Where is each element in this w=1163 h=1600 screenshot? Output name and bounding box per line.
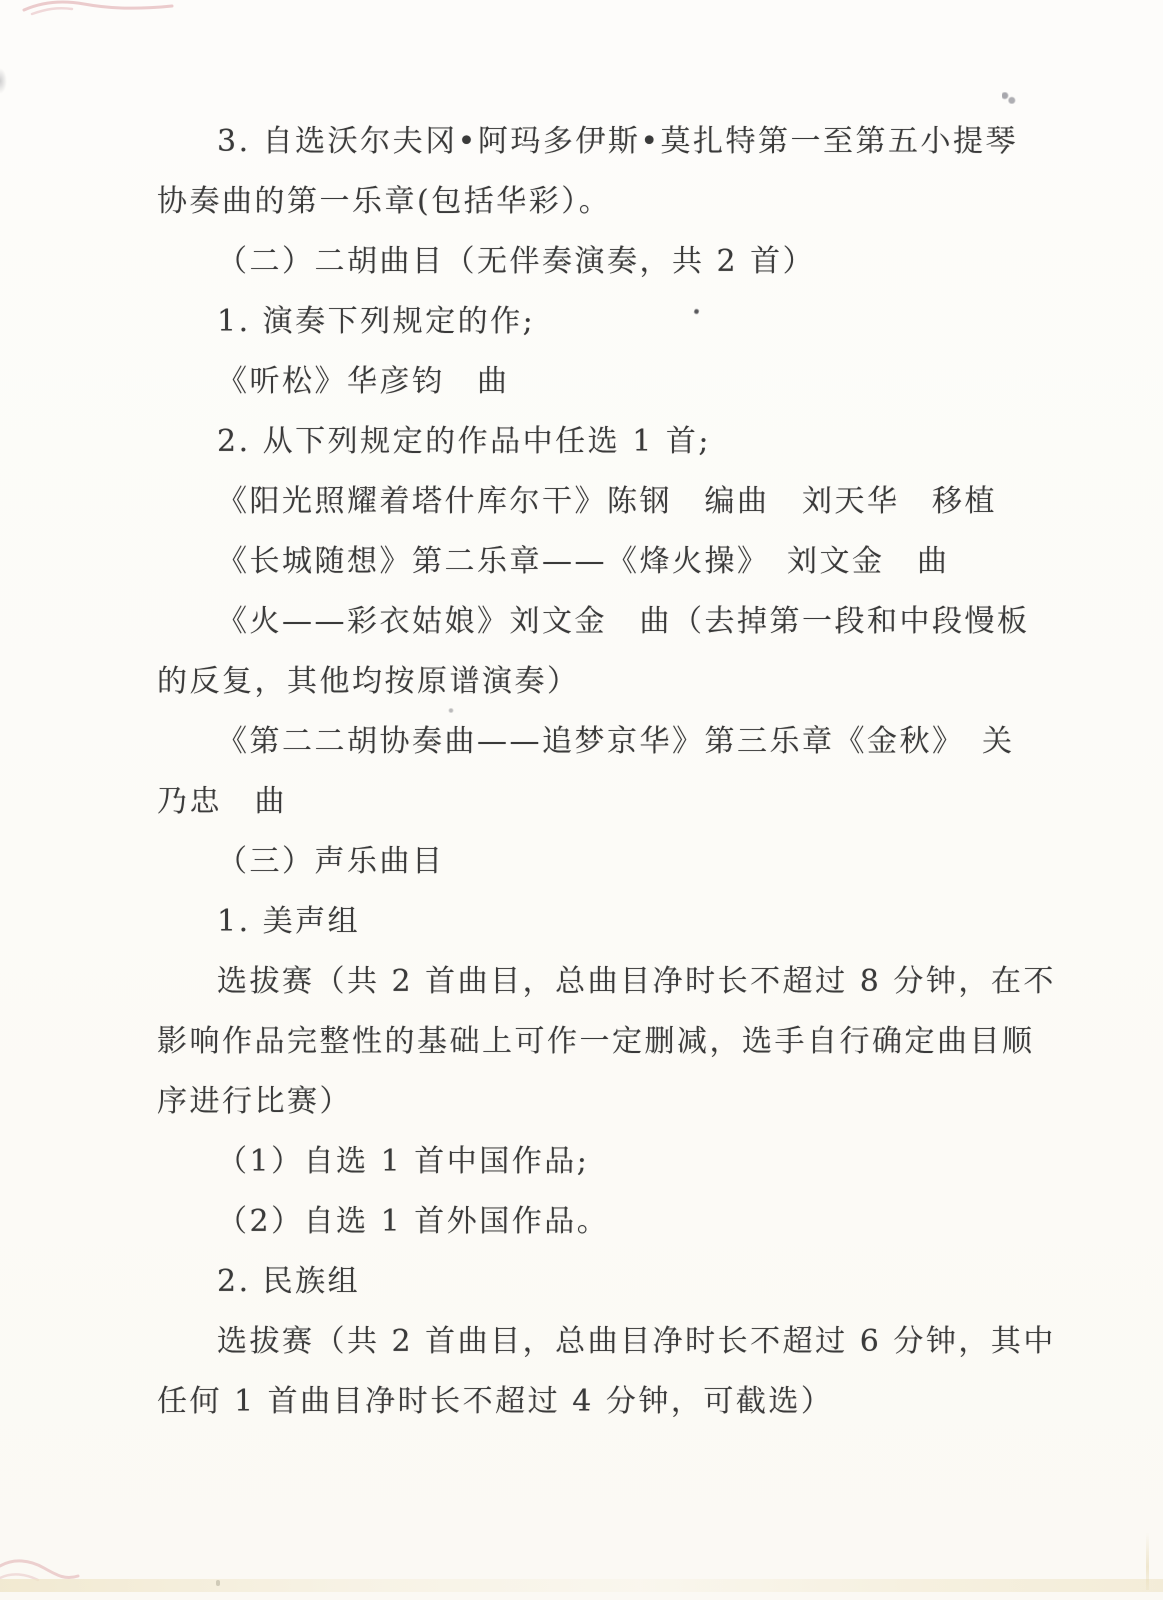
text-line: （1）自选 1 首中国作品; <box>217 1144 590 1179</box>
text-line: 3. 自选沃尔夫冈•阿玛多伊斯•莫扎特第一至第五小提琴 <box>217 124 1019 159</box>
right-edge-smudge-artifact <box>1146 1532 1149 1590</box>
text-line: 1. 美声组 <box>217 904 361 939</box>
text-line: 协奏曲的第一乐章(包括华彩）。 <box>157 184 612 219</box>
ink-speck-artifact <box>216 1580 220 1586</box>
text-line: 《长城随想》第二乐章——《烽火操》 刘文金 曲 <box>217 544 950 579</box>
text-line: 《阳光照耀着塔什库尔干》陈钢 编曲 刘天华 移植 <box>217 484 997 519</box>
text-line: 2. 民族组 <box>217 1264 361 1299</box>
red-scribble-topleft-artifact <box>22 0 192 18</box>
text-line: 《火——彩衣姑娘》刘文金 曲（去掉第一段和中段慢板 <box>217 604 1030 639</box>
text-line: 选拔赛（共 2 首曲目，总曲目净时长不超过 6 分钟，其中 <box>217 1324 1056 1359</box>
text-line: 选拔赛（共 2 首曲目，总曲目净时长不超过 8 分钟，在不 <box>217 964 1056 999</box>
text-line: （2）自选 1 首外国作品。 <box>217 1204 610 1239</box>
text-line: 《第二二胡协奏曲——追梦京华》第三乐章《金秋》 关 <box>217 724 1015 759</box>
ink-speck-artifact <box>1002 92 1016 104</box>
text-line: 序进行比赛） <box>157 1084 352 1119</box>
text-line: （三）声乐曲目 <box>217 844 445 879</box>
text-line: 2. 从下列规定的作品中任选 1 首; <box>217 424 711 459</box>
left-edge-smudge-artifact <box>0 68 7 94</box>
text-line: 乃忠 曲 <box>157 784 287 819</box>
scan-shadow-band-artifact <box>0 1579 1163 1592</box>
text-line: （二）二胡曲目（无伴奏演奏，共 2 首） <box>217 244 816 279</box>
text-line: 1. 演奏下列规定的作; <box>217 304 536 339</box>
red-scribble-bottomleft-artifact <box>0 1536 80 1586</box>
text-line: 的反复，其他均按原谱演奏） <box>157 664 580 699</box>
text-line: 影响作品完整性的基础上可作一定删减，选手自行确定曲目顺 <box>157 1024 1035 1059</box>
text-line: 《听松》华彦钧 曲 <box>217 364 510 399</box>
document-lines <box>157 112 1073 1432</box>
text-line: 任何 1 首曲目净时长不超过 4 分钟，可截选） <box>157 1384 834 1419</box>
